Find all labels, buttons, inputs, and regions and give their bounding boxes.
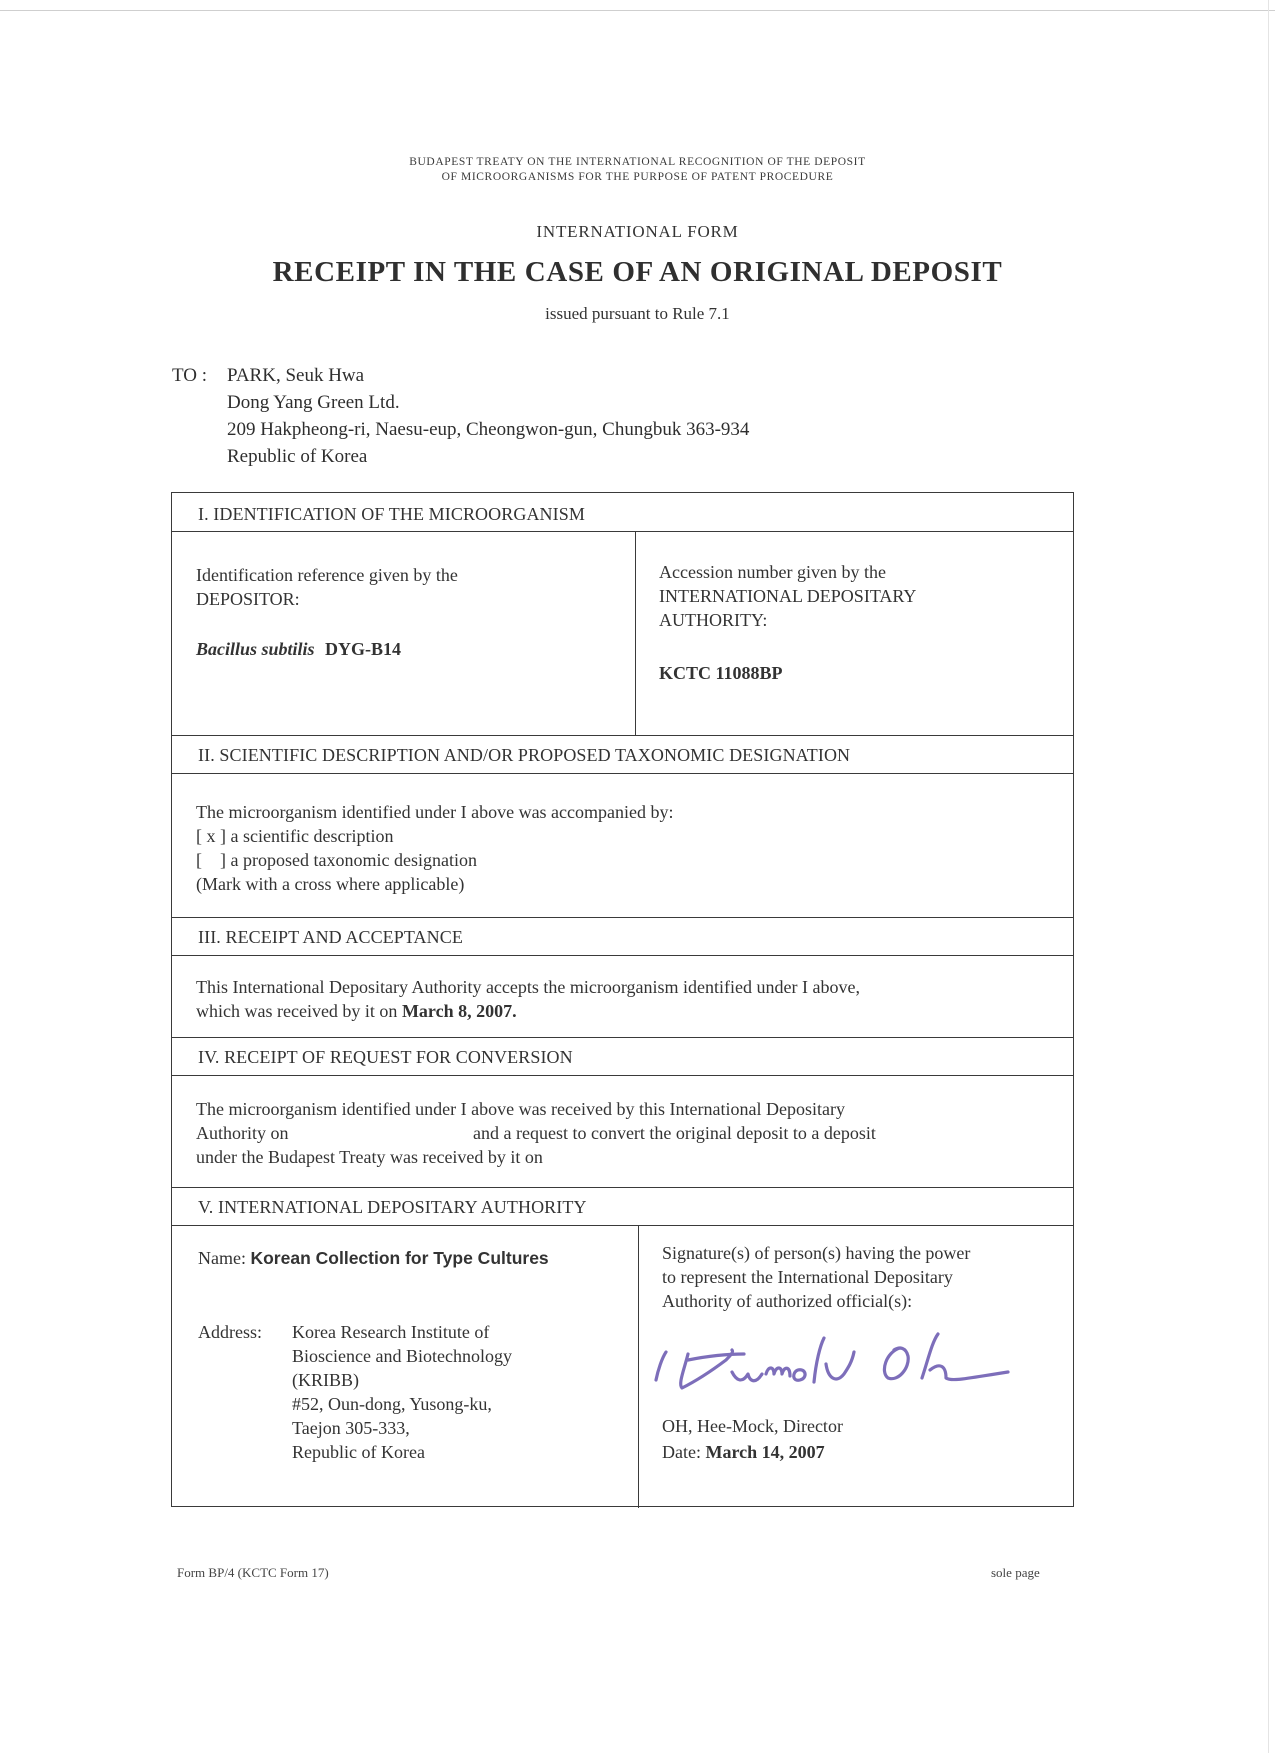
divider	[172, 773, 1073, 774]
section-2-intro: The microorganism identified under I above was accompanied by:	[196, 802, 674, 822]
section-4-body: The microorganism identified under I above was received by this International Depositary Authority on and a request to convert the original deposit to a deposit under the Budapest Treaty was received by it on	[196, 1099, 876, 1167]
depositor-reference-label: Identification reference given by the DEPOSITOR:	[196, 565, 458, 609]
authority-name-label: Name:	[198, 1248, 246, 1268]
recipient-line: Dong Yang Green Ltd.	[227, 392, 400, 413]
form-identifier: Form BP/4 (KCTC Form 17)	[177, 1565, 329, 1580]
divider	[172, 1037, 1073, 1038]
divider	[172, 1225, 1073, 1226]
section-2-title: II. SCIENTIFIC DESCRIPTION AND/OR PROPOSED TAXONOMIC DESIGNATION	[198, 745, 851, 765]
document-title: RECEIPT IN THE CASE OF AN ORIGINAL DEPOSIT	[272, 256, 1003, 288]
authority-address-label: Address:	[198, 1322, 262, 1342]
signature-date: March 14, 2007	[705, 1442, 825, 1462]
column-divider	[635, 531, 636, 735]
section-2-note: (Mark with a cross where applicable)	[196, 874, 465, 894]
section-3-body: This International Depositary Authority accepts the microorganism identified under I above, which was received by it on March 8, 2007.	[196, 977, 860, 1021]
recipient-line: 209 Hakpheong-ri, Naesu-eup, Cheongwon-gun, Chungbuk 363-934	[227, 419, 750, 440]
treaty-line-1: BUDAPEST TREATY ON THE INTERNATIONAL RECOGNITION OF THE DEPOSIT	[409, 156, 866, 168]
section-1-title: I. IDENTIFICATION OF THE MICROORGANISM	[198, 504, 585, 524]
section-4-title: IV. RECEIPT OF REQUEST FOR CONVERSION	[198, 1047, 573, 1067]
recipient-address	[227, 362, 749, 470]
page-indicator: sole page	[991, 1565, 1040, 1580]
signature-label: Signature(s) of person(s) having the power to represent the International Depositary Authority of authorized official(s):	[662, 1243, 971, 1311]
divider	[172, 1187, 1073, 1188]
section-2-body	[196, 800, 674, 896]
divider	[172, 955, 1073, 956]
section-3-title: III. RECEIPT AND ACCEPTANCE	[198, 927, 463, 947]
recipient-line: Republic of Korea	[227, 446, 368, 467]
organism-identification	[196, 637, 401, 661]
checkbox-checked: [ x ]	[196, 826, 226, 846]
treaty-header	[0, 155, 1275, 185]
strain-id: DYG-B14	[325, 639, 402, 659]
authority-name-row	[198, 1246, 549, 1270]
divider	[172, 531, 1073, 532]
treaty-line-2: OF MICROORGANISMS FOR THE PURPOSE OF PATENT PROCEDURE	[441, 171, 834, 183]
checkbox-empty: [ ]	[196, 850, 226, 870]
authority-address: Korea Research Institute of Bioscience and Biotechnology (KRIBB) #52, Oun-dong, Yusong-ku, Taejon 305-333, Republic of Korea	[292, 1322, 512, 1462]
divider	[172, 1075, 1073, 1076]
divider	[172, 735, 1073, 736]
option-scientific-description: [ x ] a scientific description	[196, 826, 394, 846]
authority-name: Korean Collection for Type Cultures	[250, 1248, 549, 1268]
signature-date-label: Date:	[662, 1442, 701, 1462]
divider	[172, 917, 1073, 918]
signatory-name: OH, Hee-Mock, Director	[662, 1416, 843, 1436]
column-divider	[638, 1225, 639, 1508]
signature-date-row	[662, 1440, 825, 1464]
accession-number: KCTC 11088BP	[659, 663, 783, 683]
section-5-title: V. INTERNATIONAL DEPOSITARY AUTHORITY	[198, 1197, 587, 1217]
accession-label: Accession number given by the INTERNATIONAL DEPOSITARY AUTHORITY:	[659, 562, 917, 630]
issued-rule: issued pursuant to Rule 7.1	[545, 304, 730, 323]
form-type: INTERNATIONAL FORM	[536, 222, 739, 241]
receipt-date: March 8, 2007.	[401, 1001, 517, 1021]
option-taxonomic-designation: [ ] a proposed taxonomic designation	[196, 850, 477, 870]
scan-edge	[0, 10, 1275, 11]
handwritten-signature	[648, 1312, 1068, 1412]
recipient-label: TO :	[172, 365, 208, 386]
recipient-line: PARK, Seuk Hwa	[227, 365, 365, 386]
organism-name: Bacillus subtilis	[196, 639, 315, 659]
